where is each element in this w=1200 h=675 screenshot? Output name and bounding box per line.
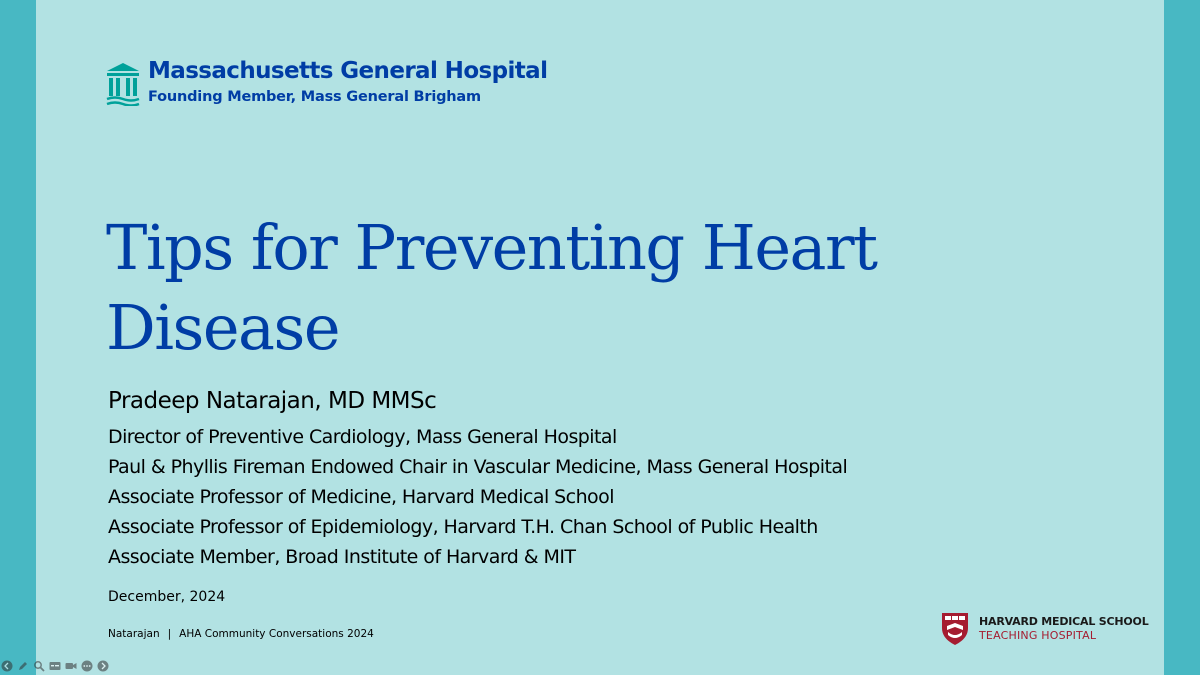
role-item: Associate Professor of Medicine, Harvard Medical School — [108, 486, 614, 508]
mgh-building-icon — [106, 62, 140, 106]
more-options-icon[interactable] — [80, 660, 93, 673]
footer-separator: | — [167, 628, 172, 640]
harvard-shield-icon — [941, 612, 969, 646]
role-item: Director of Preventive Cardiology, Mass General Hospital — [108, 426, 617, 448]
hms-logo — [941, 612, 1151, 648]
slide-title — [106, 208, 1106, 368]
pen-icon[interactable] — [16, 660, 29, 673]
mgh-logo — [106, 60, 576, 110]
slide-footer — [108, 628, 374, 640]
zoom-icon[interactable] — [32, 660, 45, 673]
footer-author: Natarajan — [108, 628, 160, 640]
right-frame — [1164, 0, 1200, 675]
presenter-roles — [108, 422, 847, 572]
role-item: Associate Member, Broad Institute of Harvard & MIT — [108, 546, 576, 568]
hospital-name: Massachusetts General Hospital — [148, 58, 548, 84]
presentation-date: December, 2024 — [108, 589, 226, 605]
presenter-name: Pradeep Natarajan, MD MMSc — [108, 388, 437, 414]
previous-slide-icon[interactable] — [0, 660, 13, 673]
footer-event: AHA Community Conversations 2024 — [179, 628, 374, 640]
hms-name: HARVARD MEDICAL SCHOOL — [979, 615, 1149, 628]
left-frame — [0, 0, 36, 675]
slide-title-line-2: Disease — [106, 291, 340, 364]
slideshow-controls — [0, 659, 109, 673]
slide-title-line-1: Tips for Preventing Heart — [106, 211, 877, 284]
role-item: Associate Professor of Epidemiology, Harvard T.H. Chan School of Public Health — [108, 516, 818, 538]
subtitles-icon[interactable] — [48, 660, 61, 673]
hms-teaching-hospital: TEACHING HOSPITAL — [979, 629, 1097, 642]
next-slide-icon[interactable] — [96, 660, 109, 673]
camera-icon[interactable] — [64, 660, 77, 673]
slide — [36, 0, 1164, 675]
hospital-subtitle: Founding Member, Mass General Brigham — [148, 89, 481, 105]
role-item: Paul & Phyllis Fireman Endowed Chair in Vascular Medicine, Mass General Hospital — [108, 456, 848, 478]
